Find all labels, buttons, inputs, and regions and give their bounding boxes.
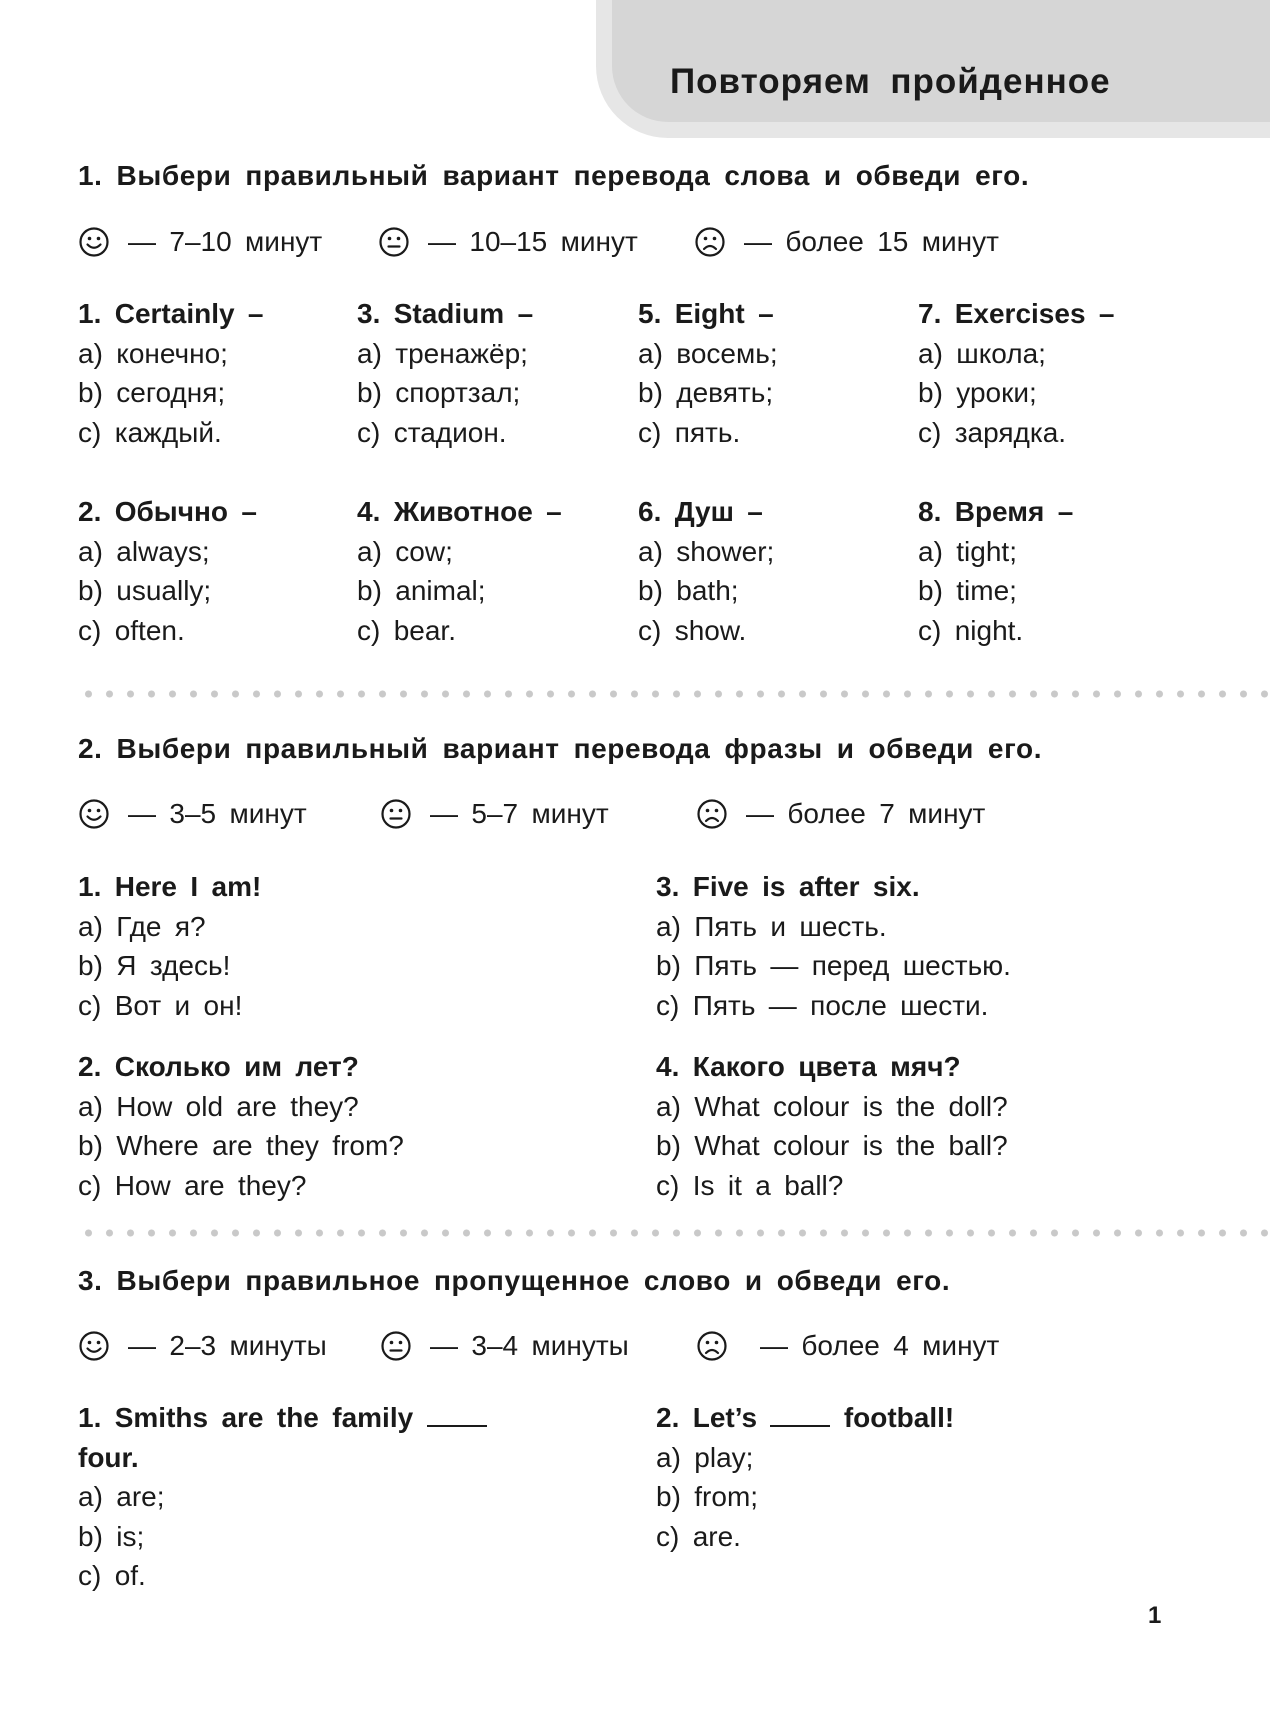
- timing-fast: — 3–5 минут: [78, 794, 307, 834]
- timing-slow: — более 7 минут: [696, 794, 985, 834]
- answer-option[interactable]: a) How old are they?: [78, 1090, 359, 1122]
- answer-option[interactable]: a) shower;: [638, 535, 775, 567]
- s1-question-1: 1. Certainly – a) конечно; b) сегодня; c) каждый.: [78, 294, 264, 452]
- happy-face-icon: [78, 1330, 110, 1362]
- timing-fast: — 2–3 минуты: [78, 1326, 327, 1366]
- answer-option[interactable]: c) каждый.: [78, 416, 222, 448]
- answer-option[interactable]: b) time;: [918, 575, 1017, 606]
- answer-option[interactable]: b) Я здесь!: [78, 950, 231, 981]
- section-3-heading: 3. Выбери правильное пропущенное слово и обведи его.: [78, 1265, 951, 1296]
- neutral-face-icon: [380, 1330, 412, 1362]
- answer-option[interactable]: b) уроки;: [918, 377, 1037, 408]
- s1-question-2: 2. Обычно – a) always; b) usually; c) often.: [78, 492, 257, 650]
- s2-question-4: 4. Какого цвета мяч? a) What colour is the doll? b) What colour is the ball? c) Is it a ball?: [656, 1047, 1008, 1205]
- timing-slow: — более 4 минут: [696, 1326, 999, 1366]
- section-3-timing: [78, 1326, 1078, 1366]
- s1-question-7: 7. Exercises – a) школа; b) уроки; c) зарядка.: [918, 294, 1114, 452]
- s3-question-1: 1. Smiths are the family four. a) are; b) is; c) of.: [78, 1398, 487, 1596]
- s1-question-4: 4. Животное – a) cow; b) animal; c) bear.: [357, 492, 562, 650]
- answer-option[interactable]: c) night.: [918, 614, 1024, 646]
- fill-in-blank[interactable]: [427, 1403, 487, 1427]
- answer-option[interactable]: c) are.: [656, 1520, 741, 1552]
- answer-option[interactable]: c) Is it a ball?: [656, 1169, 844, 1201]
- answer-option[interactable]: c) often.: [78, 614, 185, 646]
- answer-option[interactable]: b) сегодня;: [78, 377, 226, 408]
- answer-option[interactable]: a) cow;: [357, 535, 453, 567]
- timing-medium: — 5–7 минут: [380, 794, 609, 834]
- s1-question-6: 6. Душ – a) shower; b) bath; c) show.: [638, 492, 774, 650]
- s1-question-3: 3. Stadium – a) тренажёр; b) спортзал; c) стадион.: [357, 294, 533, 452]
- answer-option[interactable]: a) восемь;: [638, 337, 778, 369]
- neutral-face-icon: [378, 226, 410, 258]
- s1-question-5: 5. Eight – a) восемь; b) девять; c) пять.: [638, 294, 778, 452]
- answer-option[interactable]: c) bear.: [357, 614, 456, 646]
- timing-medium: — 3–4 минуты: [380, 1326, 629, 1366]
- answer-option[interactable]: b) Where are they from?: [78, 1130, 404, 1161]
- answer-option[interactable]: b) What colour is the ball?: [656, 1130, 1008, 1161]
- happy-face-icon: [78, 798, 110, 830]
- answer-option[interactable]: a) Пять и шесть.: [656, 910, 887, 942]
- answer-option[interactable]: b) bath;: [638, 575, 739, 606]
- happy-face-icon: [78, 226, 110, 258]
- answer-option[interactable]: c) стадион.: [357, 416, 507, 448]
- timing-fast: — 7–10 минут: [78, 222, 322, 262]
- answer-option[interactable]: c) пять.: [638, 416, 741, 448]
- answer-option[interactable]: a) tight;: [918, 535, 1017, 567]
- section-1-heading: 1. Выбери правильный вариант перевода слова и обведи его.: [78, 160, 1030, 191]
- answer-option[interactable]: c) How are they?: [78, 1169, 307, 1201]
- answer-option[interactable]: a) Где я?: [78, 910, 206, 942]
- answer-option[interactable]: b) девять;: [638, 377, 774, 408]
- neutral-face-icon: [380, 798, 412, 830]
- fill-in-blank[interactable]: [770, 1403, 830, 1427]
- dotted-divider: [78, 1229, 1270, 1237]
- answer-option[interactable]: a) play;: [656, 1441, 754, 1473]
- s3-question-2: 2. Let’s football! a) play; b) from; c) are.: [656, 1398, 954, 1556]
- section-2-timing: [78, 794, 1078, 834]
- answer-option[interactable]: c) of.: [78, 1560, 146, 1591]
- timing-slow: — более 15 минут: [694, 222, 999, 262]
- answer-option[interactable]: c) Вот и он!: [78, 989, 243, 1021]
- page-number: 1: [1148, 1602, 1162, 1629]
- answer-option[interactable]: b) usually;: [78, 575, 212, 606]
- answer-option[interactable]: b) спортзал;: [357, 377, 521, 408]
- answer-option[interactable]: b) from;: [656, 1481, 759, 1512]
- answer-option[interactable]: a) школа;: [918, 337, 1046, 369]
- title-tab-inner: [612, 0, 1270, 122]
- page-title: Повторяем пройденное: [670, 62, 1111, 101]
- sad-face-icon: [696, 1330, 728, 1362]
- answer-option[interactable]: a) are;: [78, 1481, 165, 1512]
- s2-question-3: 3. Five is after six. a) Пять и шесть. b) Пять — перед шестью. c) Пять — после шести.: [656, 867, 1011, 1025]
- answer-option[interactable]: a) What colour is the doll?: [656, 1090, 1008, 1122]
- answer-option[interactable]: a) конечно;: [78, 337, 228, 369]
- dotted-divider: [78, 690, 1270, 698]
- answer-option[interactable]: a) always;: [78, 535, 210, 567]
- answer-option[interactable]: b) is;: [78, 1520, 145, 1552]
- answer-option[interactable]: c) зарядка.: [918, 416, 1067, 448]
- section-2-heading: 2. Выбери правильный вариант перевода фразы и обведи его.: [78, 733, 1043, 764]
- answer-option[interactable]: a) тренажёр;: [357, 337, 528, 369]
- answer-option[interactable]: c) Пять — после шести.: [656, 989, 989, 1021]
- sad-face-icon: [694, 226, 726, 258]
- answer-option[interactable]: c) show.: [638, 614, 747, 646]
- sad-face-icon: [696, 798, 728, 830]
- section-1-timing: [78, 222, 1078, 262]
- s2-question-2: 2. Сколько им лет? a) How old are they? b) Where are they from? c) How are they?: [78, 1047, 404, 1205]
- answer-option[interactable]: b) animal;: [357, 575, 486, 606]
- s2-question-1: 1. Here I am! a) Где я? b) Я здесь! c) Вот и он!: [78, 867, 261, 1025]
- timing-medium: — 10–15 минут: [378, 222, 638, 262]
- s1-question-8: 8. Время – a) tight; b) time; c) night.: [918, 492, 1073, 650]
- answer-option[interactable]: b) Пять — перед шестью.: [656, 950, 1011, 981]
